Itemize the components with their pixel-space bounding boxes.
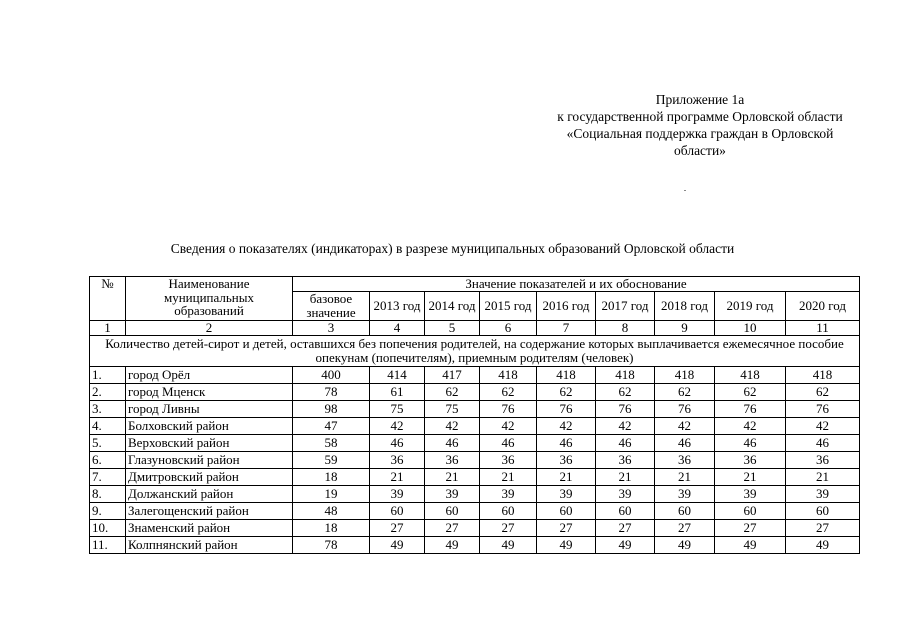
row-number: 3. [90, 400, 126, 417]
value-cell: 39 [537, 485, 596, 502]
annex-block [520, 91, 880, 159]
annex-line-1: Приложение 1а [655, 92, 745, 107]
value-cell: 418 [537, 366, 596, 383]
row-number: 6. [90, 451, 126, 468]
value-cell: 414 [370, 366, 425, 383]
column-number: 10 [715, 320, 786, 335]
column-number: 1 [90, 320, 126, 335]
row-number: 11. [90, 536, 126, 553]
value-cell: 76 [786, 400, 860, 417]
header-num: № [90, 277, 126, 321]
value-cell: 39 [655, 485, 715, 502]
row-number: 5. [90, 434, 126, 451]
value-cell: 417 [425, 366, 480, 383]
value-cell: 62 [596, 383, 655, 400]
table-row [90, 519, 860, 536]
value-cell: 36 [786, 451, 860, 468]
table-row [90, 536, 860, 553]
municipality-name: Знаменский район [126, 519, 293, 536]
value-cell: 62 [715, 383, 786, 400]
value-cell: 49 [480, 536, 537, 553]
municipality-name: Колпнянский район [126, 536, 293, 553]
value-cell: 49 [786, 536, 860, 553]
value-cell: 59 [293, 451, 370, 468]
table-row [90, 366, 860, 383]
value-cell: 62 [655, 383, 715, 400]
header-col: 2020 год [786, 291, 860, 320]
value-cell: 46 [715, 434, 786, 451]
annex-line-3: «Социальная поддержка граждан в Орловской [566, 126, 834, 141]
annex-line-2: к государственной программе Орловской области [557, 109, 843, 124]
value-cell: 46 [425, 434, 480, 451]
value-cell: 36 [715, 451, 786, 468]
header-values-group: Значение показателей и их обоснование [293, 277, 860, 292]
header-row-1 [90, 277, 860, 292]
header-name: Наименование муниципальных образований [126, 277, 293, 321]
value-cell: 42 [715, 417, 786, 434]
value-cell: 61 [370, 383, 425, 400]
value-cell: 49 [596, 536, 655, 553]
value-cell: 60 [370, 502, 425, 519]
value-cell: 76 [655, 400, 715, 417]
table-row [90, 383, 860, 400]
table-row [90, 434, 860, 451]
municipality-name: Глазуновский район [126, 451, 293, 468]
value-cell: 36 [370, 451, 425, 468]
municipality-name: Верховский район [126, 434, 293, 451]
value-cell: 21 [715, 468, 786, 485]
row-number: 10. [90, 519, 126, 536]
indicators-table [89, 276, 860, 554]
scan-speck [684, 190, 686, 191]
value-cell: 39 [370, 485, 425, 502]
value-cell: 78 [293, 383, 370, 400]
column-number: 8 [596, 320, 655, 335]
value-cell: 27 [370, 519, 425, 536]
value-cell: 418 [480, 366, 537, 383]
section-row [90, 335, 860, 366]
row-number: 7. [90, 468, 126, 485]
value-cell: 46 [370, 434, 425, 451]
value-cell: 60 [537, 502, 596, 519]
header-col: базовое значение [293, 291, 370, 320]
row-number: 1. [90, 366, 126, 383]
header-col: 2016 год [537, 291, 596, 320]
value-cell: 42 [370, 417, 425, 434]
value-cell: 62 [480, 383, 537, 400]
value-cell: 76 [537, 400, 596, 417]
column-number: 9 [655, 320, 715, 335]
header-col: 2014 год [425, 291, 480, 320]
value-cell: 21 [655, 468, 715, 485]
column-number: 11 [786, 320, 860, 335]
table-row [90, 417, 860, 434]
value-cell: 78 [293, 536, 370, 553]
value-cell: 400 [293, 366, 370, 383]
value-cell: 39 [715, 485, 786, 502]
value-cell: 418 [655, 366, 715, 383]
value-cell: 39 [786, 485, 860, 502]
column-number: 4 [370, 320, 425, 335]
table-row [90, 451, 860, 468]
table-row [90, 400, 860, 417]
value-cell: 21 [786, 468, 860, 485]
value-cell: 47 [293, 417, 370, 434]
column-number: 6 [480, 320, 537, 335]
value-cell: 27 [596, 519, 655, 536]
section-title: Количество детей-сирот и детей, оставшихся без попечения родителей, на содержание которых выплачивается ежемесячное пособие опекунам (попечителям), приемным родителям (человек) [90, 335, 860, 366]
value-cell: 19 [293, 485, 370, 502]
value-cell: 62 [786, 383, 860, 400]
value-cell: 18 [293, 468, 370, 485]
value-cell: 60 [480, 502, 537, 519]
value-cell: 49 [425, 536, 480, 553]
value-cell: 62 [537, 383, 596, 400]
value-cell: 46 [655, 434, 715, 451]
value-cell: 60 [596, 502, 655, 519]
value-cell: 42 [480, 417, 537, 434]
header-col: 2013 год [370, 291, 425, 320]
table-row [90, 502, 860, 519]
value-cell: 76 [596, 400, 655, 417]
value-cell: 49 [370, 536, 425, 553]
value-cell: 48 [293, 502, 370, 519]
value-cell: 39 [596, 485, 655, 502]
municipality-name: город Орёл [126, 366, 293, 383]
value-cell: 76 [715, 400, 786, 417]
value-cell: 21 [537, 468, 596, 485]
municipality-name: Дмитровский район [126, 468, 293, 485]
row-number: 4. [90, 417, 126, 434]
value-cell: 21 [370, 468, 425, 485]
municipality-name: Залегощенский район [126, 502, 293, 519]
value-cell: 42 [786, 417, 860, 434]
municipality-name: Болховский район [126, 417, 293, 434]
row-number: 2. [90, 383, 126, 400]
value-cell: 75 [425, 400, 480, 417]
header-col: 2015 год [480, 291, 537, 320]
annex-line-4: области» [674, 143, 726, 158]
value-cell: 46 [786, 434, 860, 451]
value-cell: 36 [596, 451, 655, 468]
municipality-name: город Ливны [126, 400, 293, 417]
table-row [90, 468, 860, 485]
value-cell: 62 [425, 383, 480, 400]
value-cell: 42 [425, 417, 480, 434]
column-number: 7 [537, 320, 596, 335]
column-number: 2 [126, 320, 293, 335]
value-cell: 49 [537, 536, 596, 553]
row-number: 8. [90, 485, 126, 502]
value-cell: 27 [715, 519, 786, 536]
value-cell: 60 [655, 502, 715, 519]
value-cell: 418 [596, 366, 655, 383]
value-cell: 36 [425, 451, 480, 468]
value-cell: 27 [786, 519, 860, 536]
value-cell: 76 [480, 400, 537, 417]
value-cell: 27 [425, 519, 480, 536]
value-cell: 58 [293, 434, 370, 451]
value-cell: 98 [293, 400, 370, 417]
municipality-name: город Мценск [126, 383, 293, 400]
column-number: 5 [425, 320, 480, 335]
value-cell: 46 [480, 434, 537, 451]
value-cell: 18 [293, 519, 370, 536]
header-col: 2018 год [655, 291, 715, 320]
value-cell: 49 [655, 536, 715, 553]
value-cell: 60 [715, 502, 786, 519]
value-cell: 418 [715, 366, 786, 383]
value-cell: 27 [537, 519, 596, 536]
value-cell: 21 [480, 468, 537, 485]
value-cell: 42 [537, 417, 596, 434]
value-cell: 60 [786, 502, 860, 519]
value-cell: 36 [655, 451, 715, 468]
value-cell: 75 [370, 400, 425, 417]
value-cell: 36 [480, 451, 537, 468]
value-cell: 36 [537, 451, 596, 468]
value-cell: 21 [596, 468, 655, 485]
value-cell: 27 [480, 519, 537, 536]
value-cell: 60 [425, 502, 480, 519]
value-cell: 46 [596, 434, 655, 451]
value-cell: 49 [715, 536, 786, 553]
column-number: 3 [293, 320, 370, 335]
municipality-name: Должанский район [126, 485, 293, 502]
value-cell: 418 [786, 366, 860, 383]
header-col: 2017 год [596, 291, 655, 320]
value-cell: 27 [655, 519, 715, 536]
value-cell: 46 [537, 434, 596, 451]
row-number: 9. [90, 502, 126, 519]
value-cell: 42 [655, 417, 715, 434]
value-cell: 42 [596, 417, 655, 434]
header-col: 2019 год [715, 291, 786, 320]
table-row [90, 485, 860, 502]
table-caption: Сведения о показателях (индикаторах) в разрезе муниципальных образований Орловской области [170, 241, 735, 256]
column-numbers-row [90, 320, 860, 335]
value-cell: 39 [425, 485, 480, 502]
value-cell: 21 [425, 468, 480, 485]
value-cell: 39 [480, 485, 537, 502]
